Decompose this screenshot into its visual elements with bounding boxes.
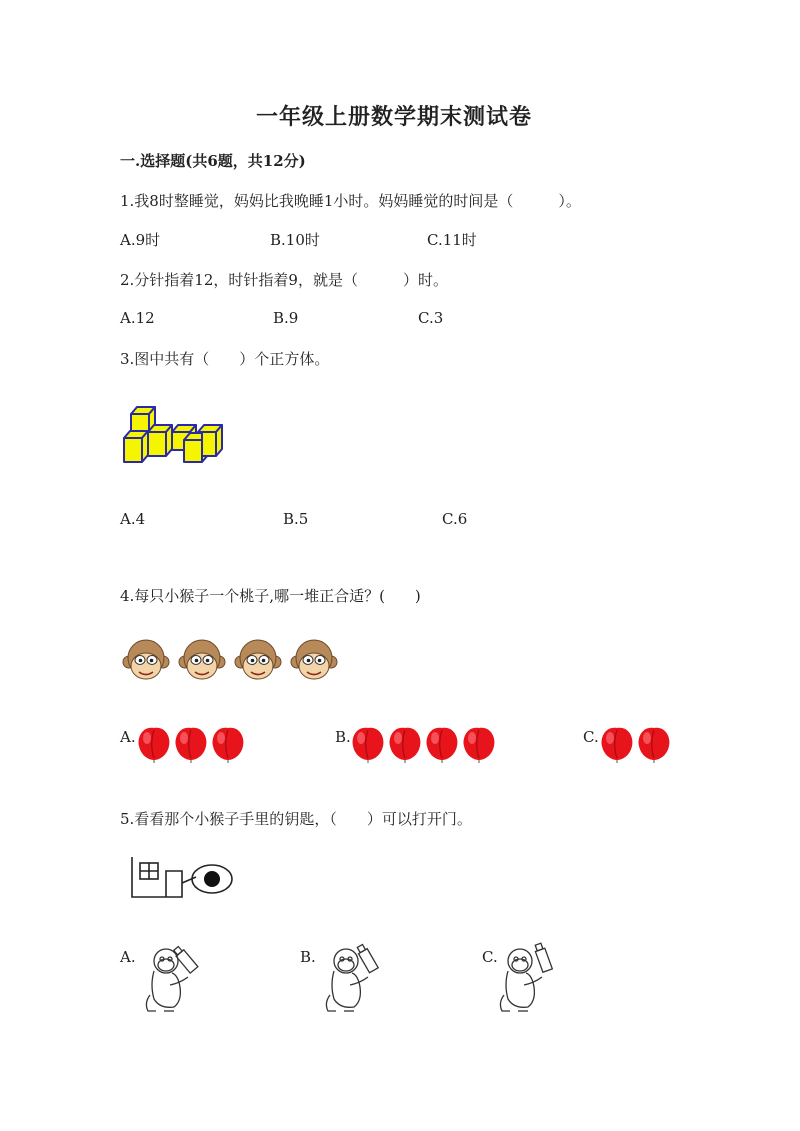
cube-stack-figure xyxy=(120,400,230,470)
question-1-option-a[interactable]: A.9时 xyxy=(120,231,161,249)
peach-icon xyxy=(350,722,386,768)
question-4-option-b[interactable]: B. xyxy=(335,728,351,746)
question-2-option-b[interactable]: B.9 xyxy=(273,309,299,327)
peach-icon xyxy=(636,722,672,768)
page-title: 一年级上册数学期末测试卷 xyxy=(256,104,533,130)
peach-pile-c[interactable] xyxy=(599,722,689,766)
question-5-stem: 5.看看那个小猴子手里的钥匙，（ ）可以打开门。 xyxy=(120,810,472,828)
question-5-option-c[interactable]: C. xyxy=(482,948,498,966)
monkey-face-icon xyxy=(122,636,170,688)
question-2-option-c[interactable]: C.3 xyxy=(418,309,444,327)
peach-icon xyxy=(173,722,209,768)
question-1-option-b[interactable]: B.10时 xyxy=(270,231,320,249)
monkey-with-key-b[interactable] xyxy=(320,945,400,1015)
question-1-stem: 1.我8时整睡觉，妈妈比我晚睡1小时。妈妈睡觉的时间是（ ）。 xyxy=(120,192,581,210)
monkey-with-key-a[interactable] xyxy=(140,945,220,1015)
monkey-face-icon xyxy=(290,636,338,688)
peach-pile-b[interactable] xyxy=(350,722,510,766)
peach-icon xyxy=(424,722,460,768)
question-4-stem: 4.每只小猴子一个桃子,哪一堆正合适？( ) xyxy=(120,587,421,605)
peach-icon xyxy=(210,722,246,768)
peach-icon xyxy=(136,722,172,768)
question-4-option-c[interactable]: C. xyxy=(583,728,599,746)
question-2-stem: 2.分针指着12，时针指着9，就是（ ）时。 xyxy=(120,271,448,289)
question-5-option-b[interactable]: B. xyxy=(300,948,316,966)
question-3-stem: 3.图中共有（ ）个正方体。 xyxy=(120,350,330,368)
question-4-option-a[interactable]: A. xyxy=(120,728,136,746)
question-5-option-a[interactable]: A. xyxy=(120,948,136,966)
monkey-with-key-c[interactable] xyxy=(494,945,574,1015)
peach-icon xyxy=(387,722,423,768)
peach-pile-a[interactable] xyxy=(136,722,256,766)
door-lock-figure xyxy=(128,855,248,905)
monkey-face-icon xyxy=(178,636,226,688)
question-2-option-a[interactable]: A.12 xyxy=(120,309,155,327)
section-heading: 一.选择题(共6题，共12分) xyxy=(120,152,306,170)
question-3-option-a[interactable]: A.4 xyxy=(120,510,146,528)
monkey-row xyxy=(122,636,342,686)
question-1-option-c[interactable]: C.11时 xyxy=(427,231,477,249)
peach-icon xyxy=(599,722,635,768)
question-3-option-b[interactable]: B.5 xyxy=(283,510,309,528)
peach-icon xyxy=(461,722,497,768)
question-3-option-c[interactable]: C.6 xyxy=(442,510,468,528)
monkey-face-icon xyxy=(234,636,282,688)
